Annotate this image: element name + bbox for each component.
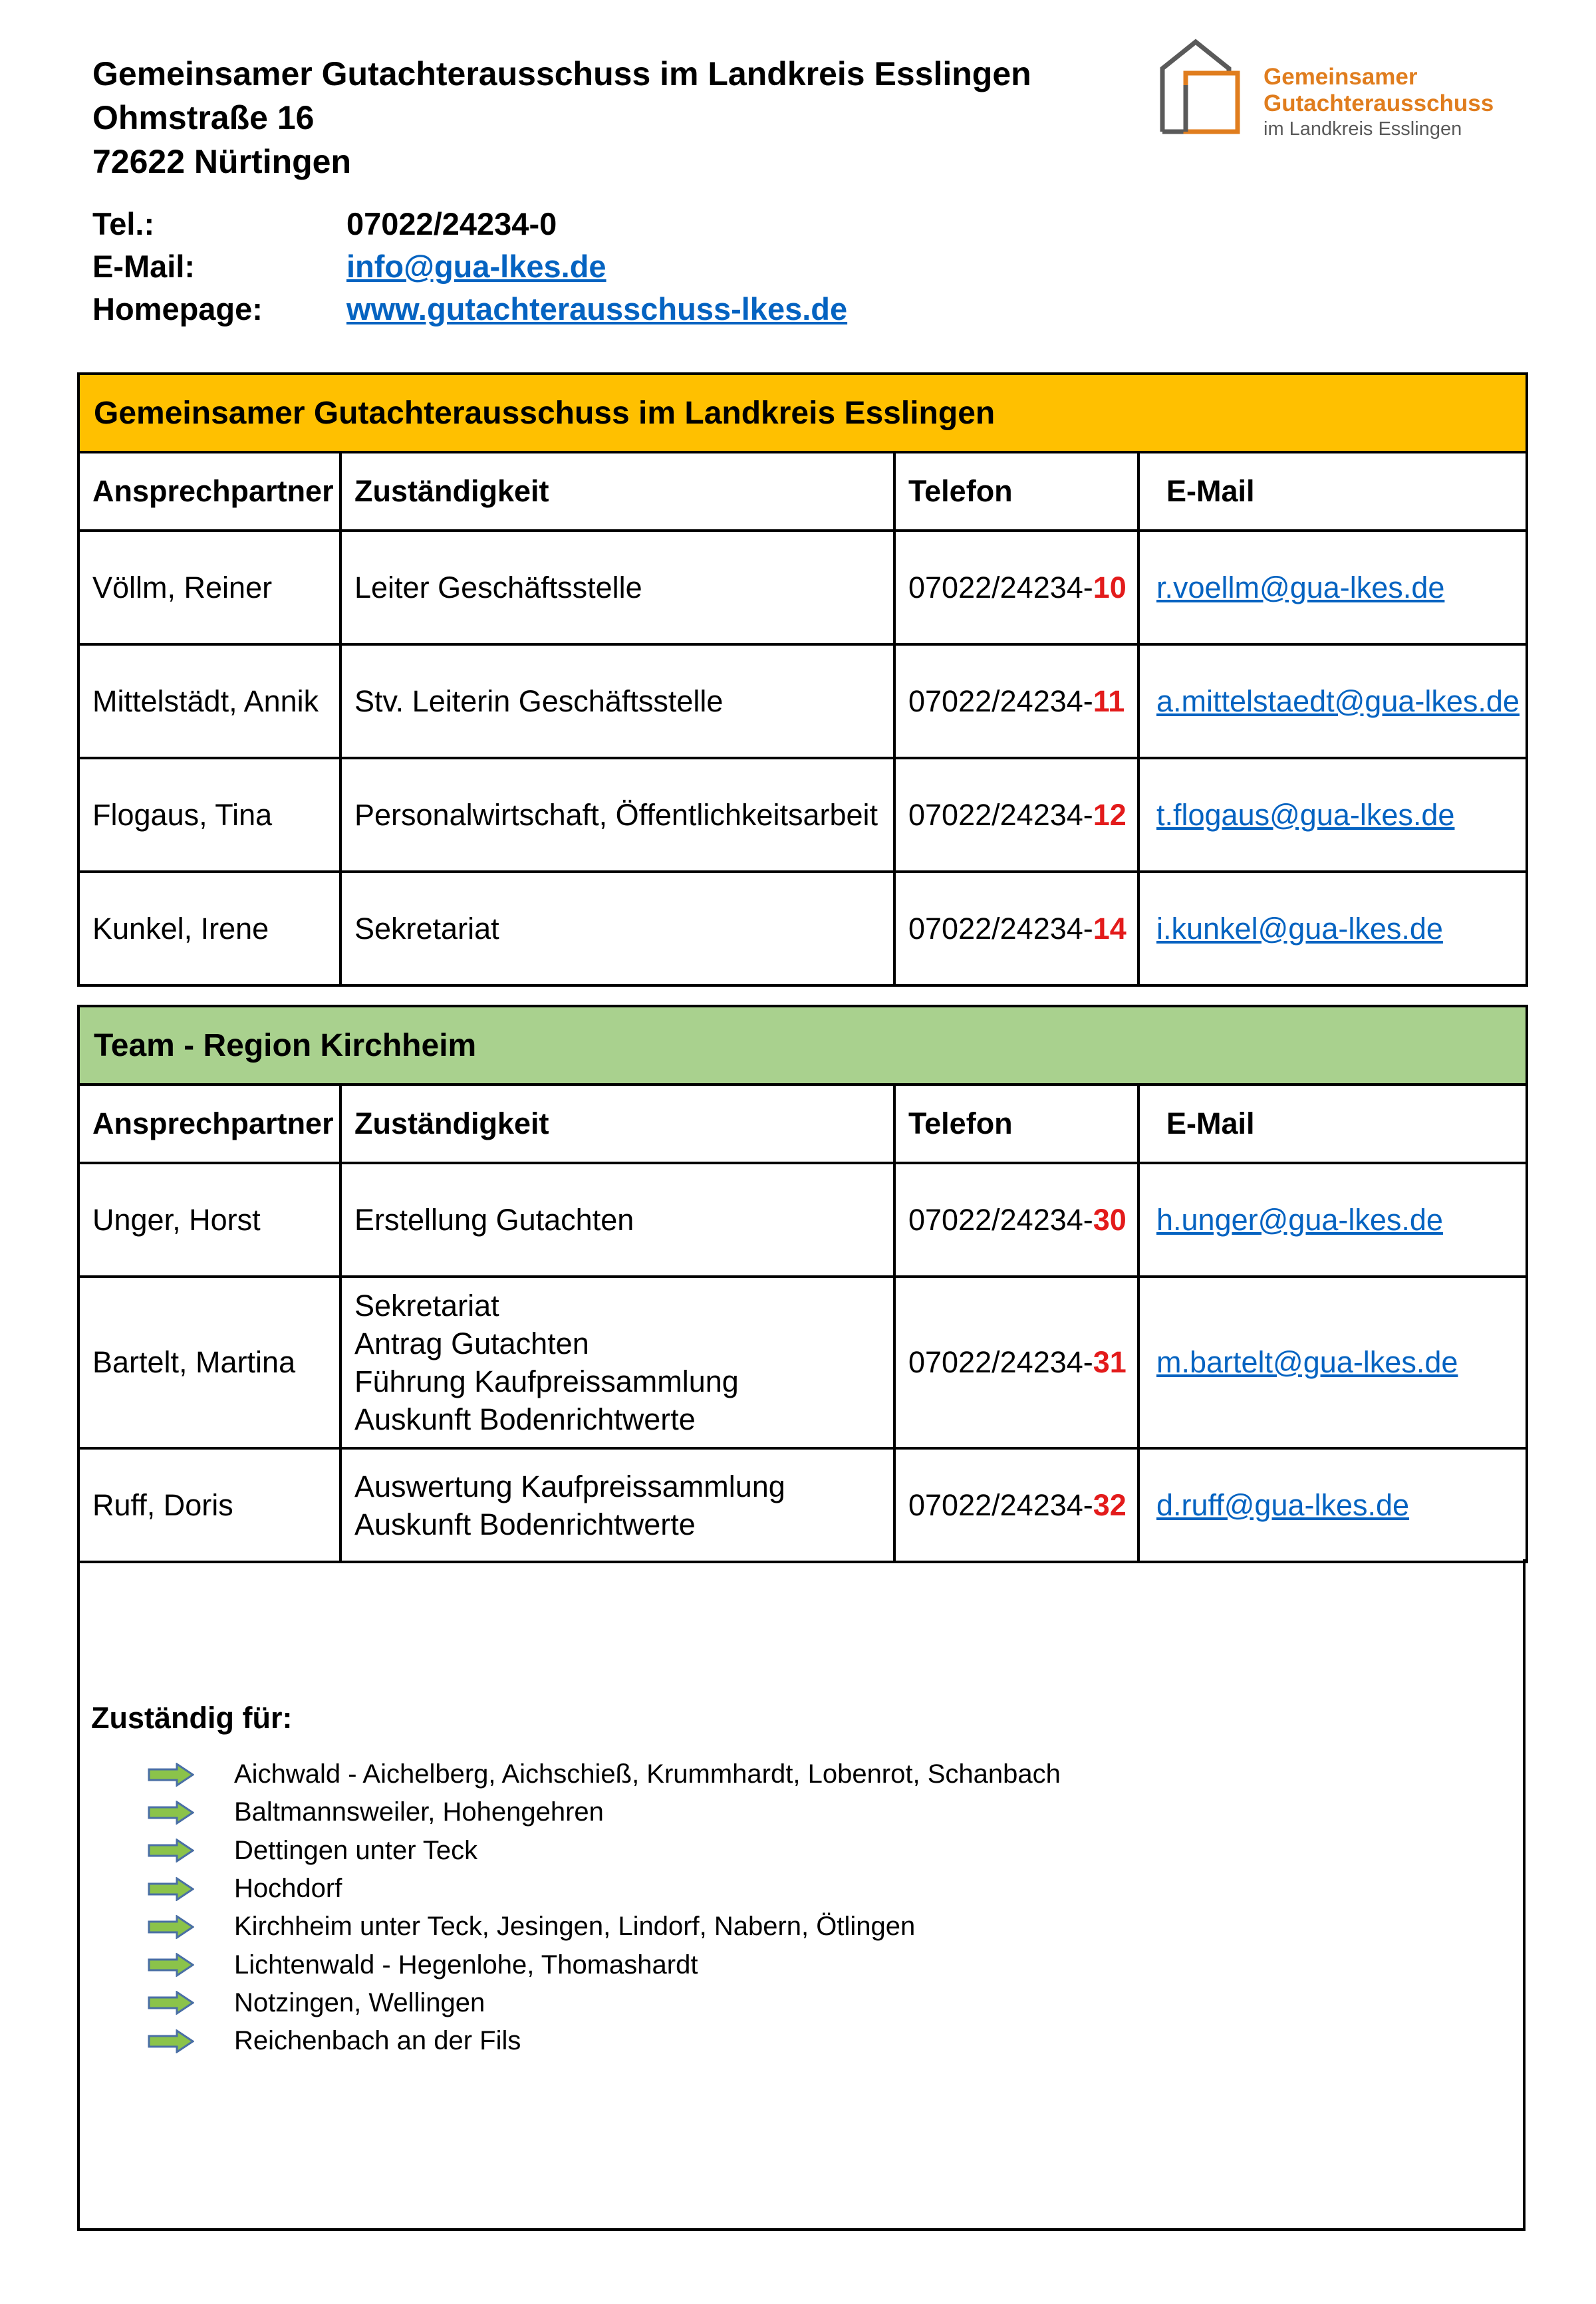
phone-base: 07022/24234- [908, 1202, 1093, 1237]
table-region-kirchheim [77, 1005, 1528, 1563]
col-email: E-Mail [1138, 1085, 1527, 1163]
responsibility-line: Auswertung Kaufpreissammlung [354, 1469, 785, 1503]
phone [894, 1163, 1138, 1277]
homepage-label: Homepage: [92, 291, 263, 326]
phone-extension: 11 [1093, 684, 1125, 718]
email-cell [1138, 758, 1527, 872]
email-link[interactable]: t.flogaus@gua-lkes.de [1156, 797, 1455, 832]
email-cell [1138, 1163, 1527, 1277]
table-row [78, 1448, 1527, 1562]
col-contact: Ansprechpartner [78, 1085, 340, 1163]
municipality: Hochdorf [234, 1874, 342, 1904]
arrow-right-icon [148, 1915, 194, 1939]
responsibility-line: Auskunft Bodenrichtwerte [354, 1402, 696, 1436]
responsibility-line: Auskunft Bodenrichtwerte [354, 1507, 696, 1541]
logo-line-3: im Landkreis Esslingen [1264, 118, 1462, 140]
house-logo-icon [1156, 39, 1249, 138]
phone-base: 07022/24234- [908, 1345, 1093, 1379]
contact-block [92, 203, 847, 330]
responsibility-line: Führung Kaufpreissammlung [354, 1364, 739, 1398]
list-item [148, 1832, 1061, 1870]
list-item [148, 1908, 1061, 1946]
email-link[interactable]: i.kunkel@gua-lkes.de [1156, 911, 1443, 946]
responsibility: Sekretariat [340, 872, 894, 985]
municipality: Reichenbach an der Fils [234, 2026, 521, 2056]
email-cell [1138, 644, 1527, 758]
municipality: Kirchheim unter Teck, Jesingen, Lindorf, Nabern, Ötlingen [234, 1912, 916, 1942]
list-item [148, 1870, 1061, 1908]
responsibility: Stv. Leiterin Geschäftsstelle [340, 644, 894, 758]
column-header-row [78, 1085, 1527, 1163]
responsibility-line: Sekretariat [354, 1289, 499, 1323]
arrow-right-icon [148, 2029, 194, 2053]
arrow-right-icon [148, 1839, 194, 1862]
phone-extension: 14 [1093, 911, 1127, 946]
list-item [148, 1946, 1061, 1984]
phone [894, 758, 1138, 872]
col-contact: Ansprechpartner [78, 452, 340, 531]
phone-extension: 30 [1093, 1202, 1127, 1237]
tel-row [92, 203, 847, 245]
list-item [148, 1793, 1061, 1831]
col-phone: Telefon [894, 452, 1138, 531]
homepage-row [92, 288, 847, 330]
section-header [78, 1006, 1527, 1085]
email-link[interactable]: r.voellm@gua-lkes.de [1156, 570, 1445, 604]
section-title: Team - Region Kirchheim [78, 1006, 1527, 1085]
email-link[interactable]: h.unger@gua-lkes.de [1156, 1202, 1443, 1237]
column-header-row [78, 452, 1527, 531]
logo-text [1264, 64, 1494, 141]
municipality: Aichwald - Aichelberg, Aichschieß, Krummhardt, Lobenrot, Schanbach [234, 1759, 1061, 1789]
municipality: Baltmannsweiler, Hohengehren [234, 1797, 604, 1827]
municipality: Notzingen, Wellingen [234, 1987, 485, 2017]
table-geschaeftsstelle [77, 372, 1528, 987]
phone [894, 1448, 1138, 1562]
list-item [148, 1984, 1061, 2022]
list-item [148, 1755, 1061, 1793]
col-responsibility: Zuständigkeit [340, 452, 894, 531]
email-row [92, 245, 847, 288]
responsibility [340, 1448, 894, 1562]
contact-name: Mittelstädt, Annik [78, 644, 340, 758]
contact-name: Ruff, Doris [78, 1448, 340, 1562]
table-row [78, 758, 1527, 872]
logo [1156, 39, 1502, 145]
address-block [92, 52, 1031, 184]
phone [894, 872, 1138, 985]
responsibility: Leiter Geschäftsstelle [340, 531, 894, 644]
table-row [78, 1277, 1527, 1448]
phone-base: 07022/24234- [908, 1487, 1093, 1522]
table-row [78, 531, 1527, 644]
phone-extension: 12 [1093, 797, 1127, 832]
responsibility-line: Erstellung Gutachten [354, 1203, 634, 1237]
col-email: E-Mail [1138, 452, 1527, 531]
phone [894, 1277, 1138, 1448]
arrow-right-icon [148, 1877, 194, 1901]
contact-name: Bartelt, Martina [78, 1277, 340, 1448]
arrow-right-icon [148, 1801, 194, 1825]
street: Ohmstraße 16 [92, 99, 315, 136]
col-responsibility: Zuständigkeit [340, 1085, 894, 1163]
contact-name: Völlm, Reiner [78, 531, 340, 644]
email-link[interactable]: a.mittelstaedt@gua-lkes.de [1156, 684, 1520, 718]
email-cell [1138, 1448, 1527, 1562]
homepage-link[interactable]: www.gutachterausschuss-lkes.de [346, 291, 848, 326]
phone-base: 07022/24234- [908, 570, 1093, 604]
phone [894, 644, 1138, 758]
municipality: Lichtenwald - Hegenlohe, Thomashardt [234, 1950, 698, 1980]
email-cell [1138, 1277, 1527, 1448]
org-name: Gemeinsamer Gutachterausschuss im Landkreis Esslingen [92, 55, 1031, 92]
section-title: Gemeinsamer Gutachterausschuss im Landkreis Esslingen [78, 374, 1527, 452]
zustaendig-title: Zuständig für: [91, 1701, 293, 1735]
phone-extension: 32 [1093, 1487, 1127, 1522]
section-header [78, 374, 1527, 452]
phone-base: 07022/24234- [908, 911, 1093, 946]
zustaendig-list [148, 1755, 1061, 2060]
phone-base: 07022/24234- [908, 797, 1093, 832]
contact-name: Flogaus, Tina [78, 758, 340, 872]
responsibility [340, 1163, 894, 1277]
phone-base: 07022/24234- [908, 684, 1093, 718]
tel-value: 07022/24234-0 [346, 206, 557, 241]
logo-line-2: Gutachterausschuss [1264, 90, 1494, 116]
tel-label: Tel.: [92, 206, 155, 241]
col-phone: Telefon [894, 1085, 1138, 1163]
table-row [78, 1163, 1527, 1277]
email-link[interactable]: d.ruff@gua-lkes.de [1156, 1487, 1410, 1522]
municipality: Dettingen unter Teck [234, 1835, 478, 1865]
city: 72622 Nürtingen [92, 143, 352, 180]
table-row [78, 644, 1527, 758]
email-link[interactable]: info@gua-lkes.de [346, 249, 606, 284]
logo-line-1: Gemeinsamer [1264, 64, 1418, 90]
phone [894, 531, 1138, 644]
contact-name: Kunkel, Irene [78, 872, 340, 985]
responsibility-line: Antrag Gutachten [354, 1327, 589, 1360]
arrow-right-icon [148, 1991, 194, 2015]
email-link[interactable]: m.bartelt@gua-lkes.de [1156, 1345, 1458, 1379]
table-row [78, 872, 1527, 985]
arrow-right-icon [148, 1953, 194, 1977]
list-item [148, 2022, 1061, 2060]
responsibility [340, 1277, 894, 1448]
contact-name: Unger, Horst [78, 1163, 340, 1277]
phone-extension: 10 [1093, 570, 1127, 604]
email-cell [1138, 531, 1527, 644]
responsibility: Personalwirtschaft, Öffentlichkeitsarbeit [340, 758, 894, 872]
phone-extension: 31 [1093, 1345, 1127, 1379]
arrow-right-icon [148, 1763, 194, 1787]
email-cell [1138, 872, 1527, 985]
email-label: E-Mail: [92, 249, 196, 284]
